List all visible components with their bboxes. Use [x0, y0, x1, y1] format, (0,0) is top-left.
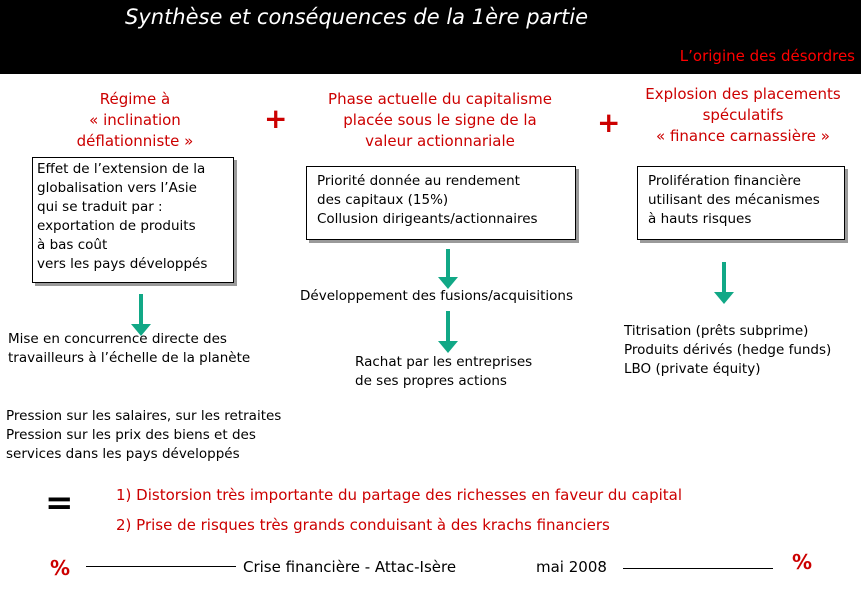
right-box: Prolifération financière utilisant des mécanismes à hauts risques	[637, 166, 845, 240]
plus-operator-1: +	[264, 102, 288, 135]
right-heading: Explosion des placements spéculatifs « finance carnassière »	[645, 85, 841, 145]
middle-consequence-2: Rachat par les entreprises de ses propres actions	[355, 354, 533, 389]
middle-heading: Phase actuelle du capitalisme placée sous le signe de la valeur actionnariale	[328, 90, 552, 150]
percent-left: %	[50, 556, 71, 580]
footer-line-left	[86, 566, 236, 567]
arrow-down-middle-1	[442, 249, 454, 289]
right-consequence: Titrisation (prêts subprime) Produits dérivés (hedge funds) LBO (private équity)	[624, 323, 832, 377]
percent-right: %	[792, 550, 813, 574]
left-pressure: Pression sur les salaires, sur les retraites Pression sur les prix des biens et des services dans les pays développés	[6, 408, 282, 462]
left-heading: Régime à « inclination déflationniste »	[76, 90, 194, 150]
left-box: Effet de l’extension de la globalisation vers l’Asie qui se traduit par : exportation de produits à bas coût vers les pays développés	[32, 157, 234, 283]
middle-box: Priorité donnée au rendement des capitaux (15%) Collusion dirigeants/actionnaires	[306, 166, 576, 240]
left-consequence: Mise en concurrence directe des travailleurs à l’échelle de la planète	[8, 331, 251, 366]
plus-operator-2: +	[597, 106, 621, 139]
arrow-down-middle-2	[442, 311, 454, 353]
page-subtitle: L’origine des désordres	[679, 47, 855, 65]
page-title: Synthèse et conséquences de la 1ère partie	[125, 5, 589, 29]
middle-consequence-1: Développement des fusions/acquisitions	[300, 288, 573, 304]
footer-line-right	[623, 568, 773, 569]
conclusion-2: 2) Prise de risques très grands conduisant à des krachs financiers	[116, 516, 610, 534]
arrow-down-right	[718, 262, 730, 304]
conclusion-1: 1) Distorsion très importante du partage des richesses en faveur du capital	[116, 486, 683, 504]
footer-date: mai 2008	[536, 558, 607, 576]
footer-source: Crise financière - Attac-Isère	[243, 558, 457, 576]
equals-operator: =	[45, 483, 74, 523]
